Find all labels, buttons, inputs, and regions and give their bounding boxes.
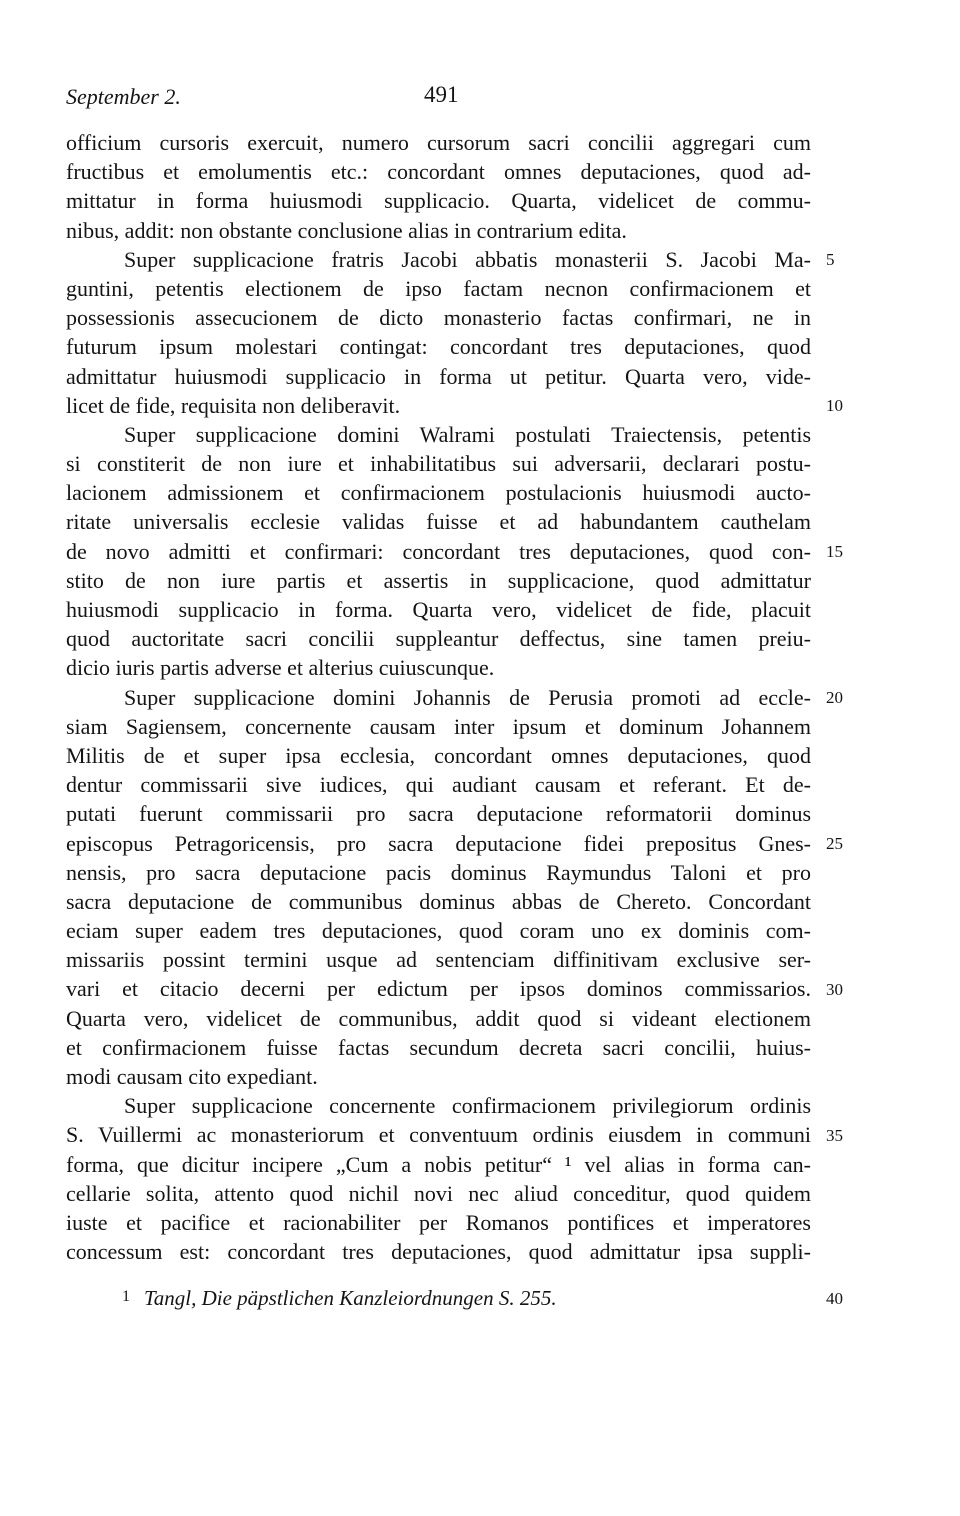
footnote: [122, 1286, 557, 1311]
text-line: modi causam cito expediant.: [66, 1064, 318, 1089]
text-line: putati fuerunt commissarii pro sacra deputacione reformatorii dominus: [66, 801, 811, 827]
text-line: Quarta vero, videlicet de communibus, addit quod si videant electionem: [66, 1005, 811, 1031]
paragraph: [66, 245, 811, 420]
text-line: dicio iuris partis adverse et alterius cuiuscunque.: [66, 655, 495, 681]
paragraph: [66, 420, 811, 683]
text-line: lacionem admissionem et confirmacionem postulacionis huiusmodi aucto-: [66, 480, 811, 506]
text-line: de novo admitti et confirmari: concordant tres deputaciones, quod con-: [66, 538, 811, 564]
text-line: concessum est: concordant tres deputaciones, quod admittatur ipsa suppli-: [66, 1239, 811, 1265]
text-line: episcopus Petragoricensis, pro sacra deputacione fidei prepositus Gnes-: [66, 830, 811, 856]
running-head: September 2.: [66, 84, 181, 109]
text-line: forma, que dicitur incipere „Cum a nobis petitur“ ¹ vel alias in forma can-: [66, 1151, 811, 1177]
line-number: 15: [826, 541, 843, 561]
text-line: vari et citacio decerni per edictum per ipsos dominos commissarios.: [66, 976, 811, 1002]
text-line: S. Vuillermi ac monasteriorum et conventuum ordinis eiusdem in communi: [66, 1122, 811, 1148]
text-line: licet de fide, requisita non deliberavit.: [66, 392, 401, 418]
text-line: sacra deputacione de communibus dominus abbas de Chereto. Concordant: [66, 888, 811, 914]
text-line: Super supplicacione concernente confirmacionem privilegiorum ordinis: [124, 1093, 811, 1119]
text-line: fructibus et emolumentis etc.: concordant omnes deputaciones, quod ad-: [66, 159, 811, 185]
text-line: eciam super eadem tres deputaciones, quod coram uno ex dominis com-: [66, 918, 811, 944]
line-number: 30: [826, 979, 843, 999]
line-number: 10: [826, 395, 843, 415]
text-line: officium cursoris exercuit, numero cursorum sacri concilii aggregari cum: [66, 130, 811, 155]
text-line: stito de non iure partis et assertis in supplicacione, quod admittatur: [66, 567, 811, 593]
text-line: admittatur huiusmodi supplicacio in forma ut petitur. Quarta vero, vide-: [66, 363, 811, 389]
text-line: mittatur in forma huiusmodi supplicacio. Quarta, videlicet de commu-: [66, 188, 811, 214]
text-line: Super supplicacione domini Walrami postulati Traiectensis, petentis: [124, 421, 811, 447]
footnote-marker: 1: [122, 1288, 130, 1305]
text-line: siam Sagiensem, concernente causam inter ipsum et dominum Johannem: [66, 713, 811, 739]
text-line: cellarie solita, attento quod nichil novi nec aliud conceditur, quod quidem: [66, 1180, 811, 1206]
footnote-line-number: 40: [826, 1289, 843, 1308]
text-line: nibus, addit: non obstante conclusione alias in contrarium edita.: [66, 217, 627, 243]
paragraph: [66, 683, 811, 1092]
text-line: ritate universalis ecclesie validas fuisse et ad habundantem cauthelam: [66, 509, 811, 535]
text-line: guntini, petentis electionem de ipso factam necnon confirmacionem et: [66, 275, 811, 301]
text-line: si constiterit de non iure et inhabilitatibus sui adversarii, declarari postu-: [66, 451, 811, 477]
footnote-text: Tangl, Die päpstlichen Kanzleiordnungen S. 255.: [144, 1286, 557, 1310]
text-line: huiusmodi supplicacio in forma. Quarta vero, videlicet de fide, placuit: [66, 597, 811, 622]
page-number: 491: [424, 82, 459, 107]
text-line: nensis, pro sacra deputacione pacis dominus Raymundus Taloni et pro: [66, 859, 811, 885]
paragraph: [66, 128, 811, 245]
text-line: Militis de et super ipsa ecclesia, concordant omnes deputaciones, quod: [66, 742, 811, 768]
line-number: 20: [826, 687, 843, 707]
line-number: 35: [826, 1125, 843, 1145]
line-number: 25: [826, 833, 843, 853]
text-line: possessionis assecucionem de dicto monasterio factas confirmari, ne in: [66, 305, 811, 331]
body-text: [66, 128, 811, 1266]
text-line: Super supplicacione fratris Jacobi abbatis monasterii S. Jacobi Ma-: [124, 246, 811, 272]
text-line: Super supplicacione domini Johannis de Perusia promoti ad eccle-: [124, 684, 811, 710]
text-line: futurum ipsum molestari contingat: concordant tres deputaciones, quod: [66, 334, 811, 360]
text-line: dentur commissarii sive iudices, qui audiant causam et referant. Et de-: [66, 772, 811, 798]
text-line: missariis possint termini usque ad sentenciam diffinitivam exclusive ser-: [66, 947, 811, 973]
text-line: iuste et pacifice et racionabiliter per Romanos pontifices et imperatores: [66, 1209, 811, 1235]
line-number: 5: [826, 249, 835, 269]
text-line: et confirmacionem fuisse factas secundum decreta sacri concilii, huius-: [66, 1034, 811, 1060]
paragraph: [66, 1091, 811, 1266]
text-line: quod auctoritate sacri concilii suppleantur deffectus, sine tamen preiu-: [66, 626, 811, 652]
